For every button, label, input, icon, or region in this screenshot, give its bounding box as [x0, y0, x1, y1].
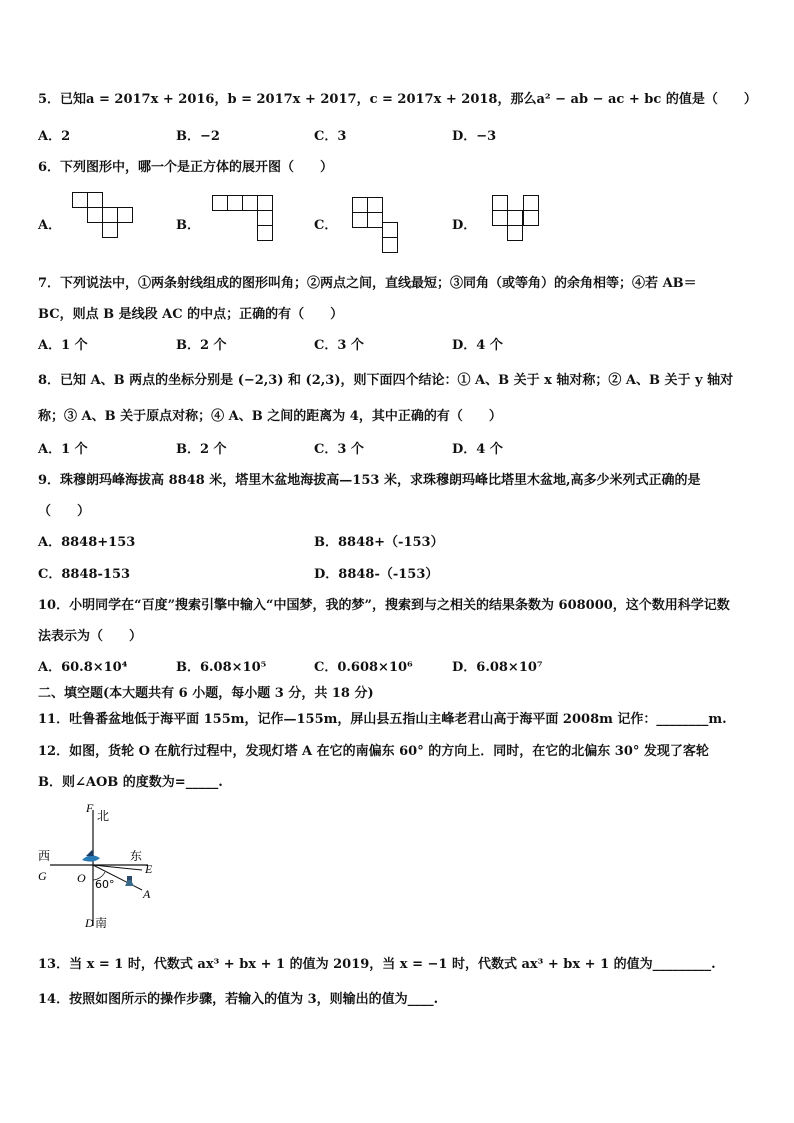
net-c-cell	[352, 212, 368, 228]
q8-option-c: C．3 个	[314, 442, 364, 457]
net-b-cell	[212, 195, 228, 211]
q10-line2: 法表示为（ ）	[38, 629, 143, 644]
net-c-cell	[367, 212, 383, 228]
q7-line2: BC，则点 B 是线段 AC 的中点；正确的有（ ）	[38, 307, 344, 322]
q5-option-a: A．2	[38, 129, 71, 144]
lighthouse-base-icon	[125, 880, 134, 886]
q9-option-c: C．8848-153	[38, 567, 131, 582]
label-east: 东	[130, 849, 143, 863]
q12-line1: 12．如图，货轮 O 在航行过程中，发现灯塔 A 在它的南偏东 60° 的方向上．同时，在它的北偏东 30° 发现了客轮	[38, 744, 709, 759]
net-c-cell	[367, 197, 383, 213]
net-d-cell	[523, 195, 539, 211]
label-a: A	[143, 887, 151, 901]
net-d-cell	[492, 195, 508, 211]
q10-option-d: D．6.08×10⁷	[452, 660, 543, 675]
q8-option-b: B．2 个	[176, 442, 227, 457]
q10-option-a: A．60.8×10⁴	[38, 660, 128, 675]
net-b-cell	[257, 225, 273, 241]
label-f: F	[86, 801, 94, 815]
q8-line1: 8．已知 A、B 两点的坐标分别是 (−2,3) 和 (2,3)，则下面四个结论：① A、B 关于 x 轴对称；② A、B 关于 y 轴对	[38, 373, 734, 388]
q10-option-b: B．6.08×10⁵	[176, 660, 267, 675]
q6-option-b: B．	[176, 218, 200, 233]
q8-option-d: D．4 个	[452, 442, 503, 457]
label-o: O	[77, 871, 86, 885]
q10-line1: 10．小明同学在“百度”搜索引擎中输入“中国梦，我的梦”，搜索到与之相关的结果条数为 608000，这个数用科学记数	[38, 598, 730, 613]
q8-line2: 称；③ A、B 关于原点对称；④ A、B 之间的距离为 4，其中正确的有（ ）	[38, 409, 502, 424]
net-d-cell	[523, 210, 539, 226]
label-west: 西	[38, 849, 51, 863]
q6-option-d: D．	[452, 218, 477, 233]
net-a-cell	[102, 222, 118, 238]
label-e: E	[145, 862, 153, 876]
q13-stem: 13．当 x = 1 时，代数式 ax³ + bx + 1 的值为 2019，当 x = −1 时，代数式 ax³ + bx + 1 的值为_________.	[38, 957, 716, 972]
ship-icon	[82, 855, 100, 861]
q11-stem: 11．吐鲁番盆地低于海平面 155m，记作—155m，屏山县五指山主峰老君山高于海平面 2008m 记作：________m.	[38, 712, 727, 727]
net-b-cell	[257, 210, 273, 226]
q7-option-c: C．3 个	[314, 338, 364, 353]
section-heading: 二、填空题(本大题共有 6 小题，每小题 3 分，共 18 分)	[38, 686, 374, 701]
q5-option-b: B．−2	[176, 129, 220, 144]
q5-stem: 5．已知a = 2017x + 2016，b = 2017x + 2017，c = 2017x + 2018，那么a² − ab − ac + bc 的值是（ ）	[38, 92, 757, 107]
label-south: 南	[95, 916, 108, 930]
q5-option-c: C．3	[314, 129, 347, 144]
q9-option-a: A．8848+153	[38, 535, 136, 550]
direction-figure	[30, 798, 170, 933]
net-a-cell	[117, 207, 133, 223]
net-a-cell	[102, 207, 118, 223]
net-d-cell	[492, 210, 508, 226]
label-angle: 60°	[95, 878, 115, 891]
q7-line1: 7．下列说法中，①两条射线组成的图形叫角；②两点之间，直线最短；③同角（或等角）的余角相等；④若 AB＝	[38, 276, 697, 291]
net-a-cell	[72, 192, 88, 208]
net-c-cell	[352, 197, 368, 213]
net-d-cell	[507, 210, 523, 226]
q12-line2: B．则∠AOB 的度数为=_____.	[38, 775, 223, 790]
net-b-cell	[242, 195, 258, 211]
q9-option-d: D．8848-（-153）	[314, 567, 439, 582]
q6-option-a: A．	[38, 218, 62, 233]
label-d: D	[85, 916, 94, 930]
net-b-cell	[227, 195, 243, 211]
net-c-cell	[382, 237, 398, 253]
q7-option-b: B．2 个	[176, 338, 227, 353]
q6-option-c: C．	[314, 218, 338, 233]
q5-option-d: D．−3	[452, 129, 497, 144]
net-b-cell	[257, 195, 273, 211]
q9-line2: （ ）	[38, 504, 91, 519]
q8-option-a: A．1 个	[38, 442, 88, 457]
label-north: 北	[97, 809, 110, 823]
q6-stem: 6．下列图形中，哪一个是正方体的展开图（ ）	[38, 160, 334, 175]
net-a-cell	[87, 192, 103, 208]
net-a-cell	[87, 207, 103, 223]
q10-option-c: C．0.608×10⁶	[314, 660, 413, 675]
net-d-cell	[507, 225, 523, 241]
q9-option-b: B．8848+（-153）	[314, 535, 444, 550]
q9-line1: 9．珠穆朗玛峰海拔高 8848 米，塔里木盆地海拔高—153 米，求珠穆朗玛峰比塔里木盆地,高多少米列式正确的是	[38, 473, 701, 488]
q14-stem: 14．按照如图所示的操作步骤，若输入的值为 3，则输出的值为____.	[38, 992, 439, 1007]
label-g: G	[38, 869, 47, 883]
q7-option-a: A．1 个	[38, 338, 88, 353]
q7-option-d: D．4 个	[452, 338, 503, 353]
net-c-cell	[382, 222, 398, 238]
